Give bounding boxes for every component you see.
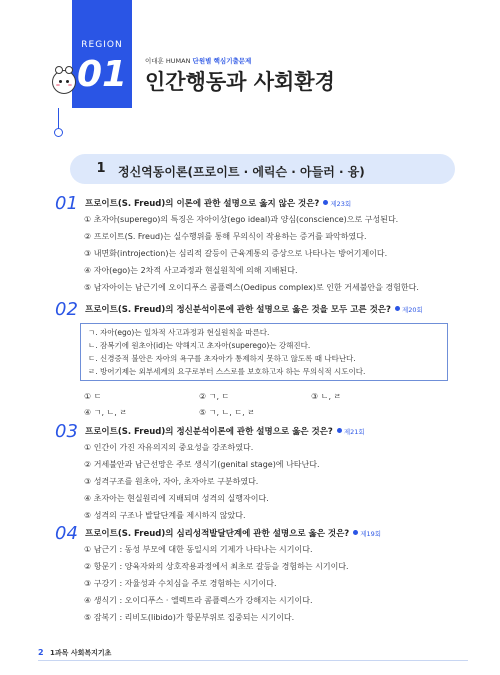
option: ④ 생식기 : 오이디푸스 · 엘렉트라 콤플렉스가 강해지는 시기이다. [84, 596, 313, 605]
footer-subject: 1과목 사회복지기초 [50, 649, 112, 657]
option: ② 항문기 : 양육자와의 상호작용과정에서 최초로 갈등을 경험하는 시기이다. [84, 562, 349, 571]
question-source-label: 제20회 [401, 306, 423, 314]
choice: ⑤ ㄱ, ㄴ, ㄷ, ㄹ [199, 408, 255, 417]
option: ① 인간이 가진 자유의지의 중요성을 강조하였다. [84, 443, 254, 452]
region-connector-line [58, 108, 59, 130]
option: ④ 자아(ego)는 2차적 사고과정과 현실원칙에 의해 지배된다. [84, 266, 298, 275]
option: ⑤ 남자아이는 남근기에 오이디푸스 콤플렉스(Oedipus complex)로 인한 거세불안을 경험한다. [84, 283, 419, 292]
series-label-plain: 이대훈 HUMAN [145, 57, 191, 65]
mascot-icon [52, 70, 76, 94]
option: ② 프로이트(S. Freud)는 실수행위를 통해 무의식이 작용하는 증거를 파악하였다. [84, 232, 367, 241]
series-label-accent: 단원별 핵심기출문제 [192, 57, 252, 65]
source-dot-icon [395, 306, 400, 311]
region-label: REGION [81, 40, 123, 50]
question-source [353, 530, 381, 538]
statement: ㄷ. 신경증적 불안은 자아의 욕구를 초자아가 통제하지 못하고 않도록 때 나타난다. [88, 354, 356, 363]
option: ③ 내면화(introjection)는 심리적 갈등이 근육계통의 증상으로 나타나는 방어기제이다. [84, 249, 388, 258]
question-source [337, 428, 365, 436]
chapter-title: 인간행동과 사회환경 [145, 70, 335, 94]
series-label [145, 56, 251, 65]
source-dot-icon [323, 200, 328, 205]
region-number: 01 [76, 54, 128, 95]
mascot-ear-left [55, 66, 63, 74]
region-connector-dot [54, 128, 63, 137]
question-source [323, 200, 351, 208]
question-number: 03 [55, 421, 78, 442]
choice: ① ㄷ [84, 392, 102, 401]
question-number: 02 [55, 299, 78, 320]
question-stem: 프로이트(S. Freud)의 정신분석이론에 관한 설명으로 옳은 것은? [85, 427, 333, 437]
option: ⑤ 잠복기 : 리비도(libido)가 항문부위로 집중되는 시기이다. [84, 613, 295, 622]
option: ③ 성격구조를 원초아, 자아, 초자아로 구분하였다. [84, 477, 259, 486]
question-stem: 프로이트(S. Freud)의 정신분석이론에 관한 설명으로 옳은 것을 모두 고른 것은? [85, 305, 391, 315]
question-source-label: 제23회 [330, 200, 352, 208]
page-number: 2 [38, 648, 44, 657]
mascot-cheek-right [68, 84, 72, 86]
question-number: 01 [55, 193, 78, 214]
question-text [85, 527, 381, 539]
choice: ③ ㄴ, ㄹ [311, 392, 342, 401]
choice: ② ㄱ, ㄷ [199, 392, 230, 401]
option: ② 거세불안과 남근선망은 주로 생식기(genital stage)에 나타난다. [84, 460, 320, 469]
question-number: 04 [55, 523, 78, 544]
option: ③ 구강기 : 자율성과 수치심을 주로 경험하는 시기이다. [84, 579, 277, 588]
statement-box [80, 323, 448, 381]
question-stem: 프로이트(S. Freud)의 이론에 관한 설명으로 옳지 않은 것은? [85, 199, 320, 209]
question-text [85, 303, 423, 315]
question-source [395, 306, 423, 314]
mascot-eye-right [66, 80, 69, 83]
question-source-label: 제19회 [360, 530, 382, 538]
region-block [72, 0, 132, 108]
mascot-cheek-left [56, 84, 60, 86]
choice: ④ ㄱ, ㄴ, ㄹ [84, 408, 128, 417]
option: ① 남근기 : 동성 부모에 대한 동일시의 기제가 나타나는 시기이다. [84, 545, 313, 554]
mascot-ear-right [65, 66, 73, 74]
option: ⑤ 성격의 구조나 발달단계를 제시하지 않았다. [84, 511, 246, 520]
statement: ㄴ. 잠복기에 원초아(id)는 약해지고 초자아(superego)는 강해진다. [88, 341, 311, 350]
question-stem: 프로이트(S. Freud)의 심리성적발달단계에 관한 설명으로 옳은 것은? [85, 529, 350, 539]
question-text [85, 197, 351, 209]
footer-divider [38, 660, 468, 661]
question-source-label: 제21회 [343, 428, 365, 436]
statement: ㄹ. 방어기제는 외부세계의 요구로부터 스스로를 보호하고자 하는 무의식적 시도이다. [88, 367, 366, 376]
section-number: 1 [96, 161, 106, 176]
source-dot-icon [353, 530, 358, 535]
option: ① 초자아(superego)의 특징은 자아이상(ego ideal)과 양심(conscience)으로 구성된다. [84, 215, 399, 224]
statement: ㄱ. 자아(ego)는 일차적 사고과정과 현실원칙을 따른다. [88, 328, 270, 337]
mascot-eye-left [59, 80, 62, 83]
source-dot-icon [337, 428, 342, 433]
question-text [85, 425, 365, 437]
option: ④ 초자아는 현실원리에 지배되며 성격의 실행자이다. [84, 494, 269, 503]
section-title: 정신역동이론(프로이트 · 에릭슨 · 아들러 · 융) [118, 165, 365, 179]
